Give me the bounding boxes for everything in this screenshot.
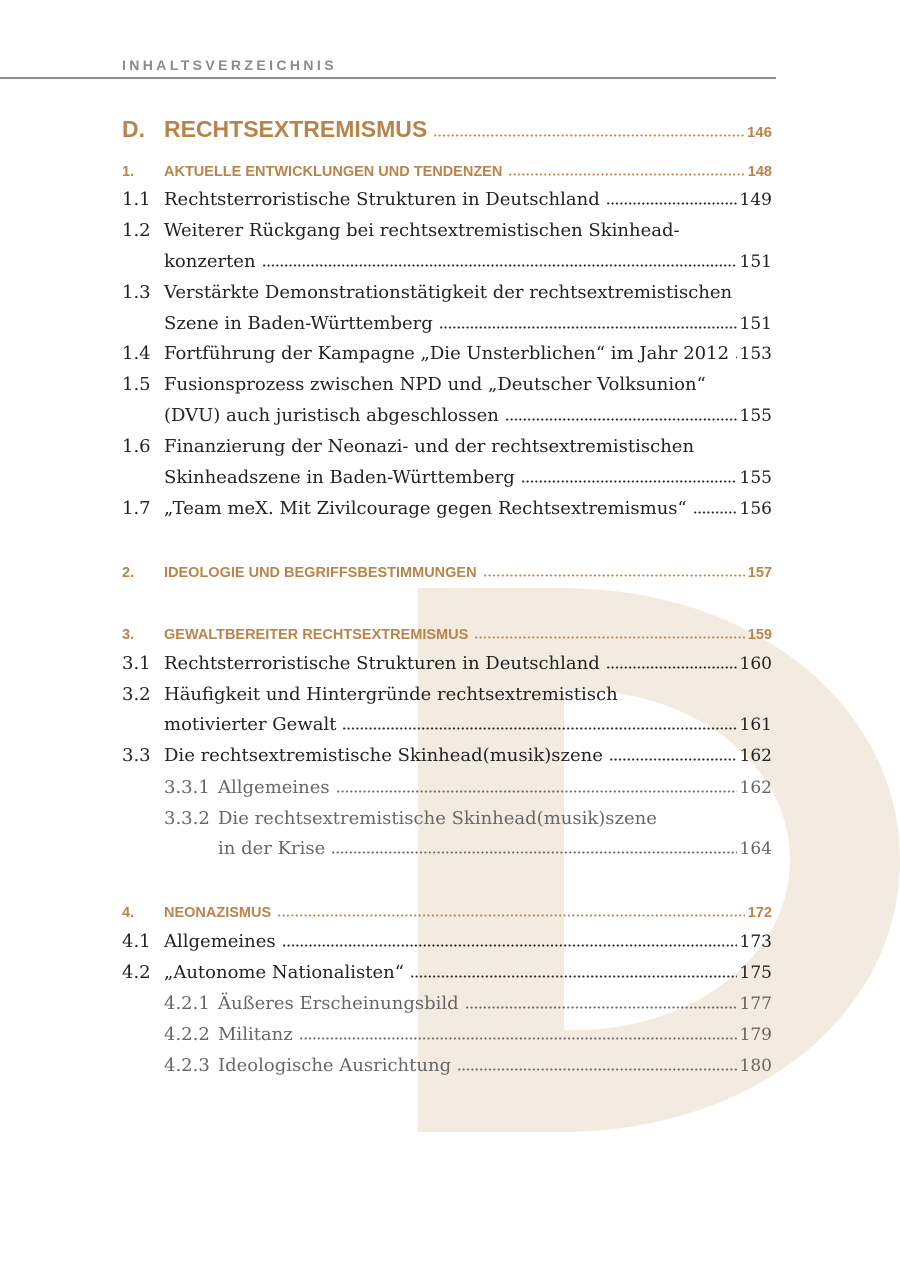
toc-entry <box>122 682 772 708</box>
toc-title: AKTUELLE ENTWICKLUNGEN UND TENDENZEN <box>164 164 503 180</box>
toc-entry <box>122 651 772 677</box>
toc-title: Die rechtsextremistische Skinhead(musik)szene <box>218 808 657 829</box>
dot-leader <box>606 202 737 205</box>
dot-leader <box>609 758 737 761</box>
toc-title: Häufigkeit und Hintergründe rechtsextremistisch <box>164 684 618 705</box>
dot-leader <box>331 851 736 854</box>
toc-number: 1.1 <box>122 189 151 210</box>
toc-subentry <box>122 836 772 862</box>
toc-number: 1.3 <box>122 282 151 303</box>
toc-page-number: 164 <box>739 839 772 859</box>
toc-entry <box>122 341 772 367</box>
toc-entry <box>122 218 772 244</box>
toc-subentry <box>122 775 772 801</box>
toc-number: 1. <box>122 164 135 180</box>
toc-page-number: 172 <box>747 905 772 921</box>
toc-number: 1.7 <box>122 498 151 519</box>
toc-title: konzerten <box>164 251 256 272</box>
toc-title: Szene in Baden-Württemberg <box>164 313 433 334</box>
dot-leader <box>439 326 737 329</box>
toc-entry <box>122 403 772 429</box>
dot-leader <box>505 418 737 421</box>
toc-page-number: 173 <box>739 932 772 952</box>
toc-number: 3.3 <box>122 745 151 766</box>
dot-leader <box>433 134 744 137</box>
toc-number: 3.1 <box>122 653 151 674</box>
toc-title: Finanzierung der Neonazi- und der rechtsextremistischen <box>164 436 695 457</box>
dot-leader <box>693 511 737 514</box>
toc-page-number: 160 <box>739 654 772 674</box>
toc-number: 3. <box>122 627 135 643</box>
dot-leader <box>457 1068 736 1071</box>
toc-title: Rechtsterroristische Strukturen in Deutschland <box>164 189 600 210</box>
toc-page-number: 155 <box>739 468 772 488</box>
toc-title: Rechtsterroristische Strukturen in Deutschland <box>164 653 600 674</box>
toc-chapter <box>122 558 772 584</box>
toc-number: 4. <box>122 905 135 921</box>
dot-leader <box>410 975 737 978</box>
toc-title: Ideologische Ausrichtung <box>218 1055 452 1076</box>
toc-chapter <box>122 116 772 146</box>
toc-subentry <box>122 1053 772 1079</box>
toc-number: 2. <box>122 565 135 581</box>
dot-leader <box>465 1006 737 1009</box>
toc-subentry <box>122 991 772 1017</box>
toc-page-number: 156 <box>739 499 772 519</box>
toc-title: „Team meX. Mit Zivilcourage gegen Rechtsextremismus“ <box>164 498 687 519</box>
dot-leader <box>336 790 737 793</box>
toc-title: motivierter Gewalt <box>164 714 337 735</box>
toc-number: 1.2 <box>122 220 151 241</box>
toc-number: 1.4 <box>122 343 151 364</box>
dot-leader <box>299 1037 737 1040</box>
dot-leader <box>606 666 737 669</box>
toc-entry <box>122 496 772 522</box>
toc-number: 3.3.2 <box>164 808 210 829</box>
dot-leader <box>508 173 744 176</box>
toc-number: 4.2.1 <box>164 993 210 1014</box>
toc-page-number: 146 <box>746 124 772 141</box>
toc-entry <box>122 280 772 306</box>
toc-entry <box>122 465 772 491</box>
dot-leader <box>735 356 737 359</box>
toc-page-number: 162 <box>739 778 772 798</box>
toc-page-number: 161 <box>739 715 772 735</box>
dot-leader <box>342 727 736 730</box>
toc-entry <box>122 960 772 986</box>
toc-number: 4.2 <box>122 962 151 983</box>
toc-title: Fortführung der Kampagne „Die Unsterblichen“ im Jahr 2012 <box>164 343 730 364</box>
toc-number: D. <box>122 116 145 142</box>
toc-entry <box>122 311 772 337</box>
dot-leader <box>277 914 745 917</box>
running-header: INHALTSVERZEICHNIS <box>122 57 337 73</box>
toc-chapter <box>122 898 772 924</box>
toc-page-number: 162 <box>739 746 772 766</box>
toc-title: Die rechtsextremistische Skinhead(musik)szene <box>164 745 603 766</box>
toc-title: in der Krise <box>218 838 326 859</box>
toc-entry <box>122 712 772 738</box>
toc-number: 4.2.3 <box>164 1055 210 1076</box>
toc-title: Fusionsprozess zwischen NPD und „Deutscher Volksunion“ <box>164 374 706 395</box>
toc-number: 3.2 <box>122 684 151 705</box>
toc-chapter <box>122 157 772 183</box>
toc-title: Skinheadszene in Baden-Württemberg <box>164 467 515 488</box>
toc-title: GEWALTBEREITER RECHTSEXTREMISMUS <box>164 627 469 643</box>
header-rule <box>0 77 776 79</box>
toc-title: Allgemeines <box>218 777 330 798</box>
toc-page-number: 155 <box>739 406 772 426</box>
toc-title: Verstärkte Demonstrationstätigkeit der rechtsextremistischen <box>164 282 733 303</box>
toc-title: Allgemeines <box>164 931 276 952</box>
toc-entry <box>122 372 772 398</box>
toc-title: Militanz <box>218 1024 293 1045</box>
toc-page-number: 151 <box>739 252 772 272</box>
dot-leader <box>282 944 737 947</box>
toc-number: 3.3.1 <box>164 777 210 798</box>
toc-number: 4.2.2 <box>164 1024 210 1045</box>
toc-title: NEONAZISMUS <box>164 905 272 921</box>
toc-chapter <box>122 620 772 646</box>
toc-entry <box>122 434 772 460</box>
toc-page-number: 159 <box>747 627 772 643</box>
toc-title: Weiterer Rückgang bei rechtsextremistischen Skinhead- <box>164 220 680 241</box>
toc-page-number: 180 <box>739 1056 772 1076</box>
toc-page-number: 148 <box>747 164 772 180</box>
toc-entry <box>122 743 772 769</box>
dot-leader <box>474 636 745 639</box>
toc-title: (DVU) auch juristisch abgeschlossen <box>164 405 499 426</box>
toc-number: 4.1 <box>122 931 151 952</box>
toc-title: „Autonome Nationalisten“ <box>164 962 404 983</box>
toc-entry <box>122 249 772 275</box>
dot-leader <box>483 574 745 577</box>
toc-entry <box>122 187 772 213</box>
toc-page-number: 151 <box>739 314 772 334</box>
toc-title: IDEOLOGIE UND BEGRIFFSBESTIMMUNGEN <box>164 565 477 581</box>
toc-page-number: 177 <box>739 994 772 1014</box>
toc-number: 1.6 <box>122 436 151 457</box>
toc-page-number: 149 <box>739 190 772 210</box>
toc-entry <box>122 929 772 955</box>
toc-subentry <box>122 1022 772 1048</box>
toc-title: RECHTSEXTREMISMUS <box>164 116 428 142</box>
toc-title: Äußeres Erscheinungsbild <box>218 993 459 1014</box>
dot-leader <box>262 264 737 267</box>
toc-subentry <box>122 806 772 832</box>
toc-page-number: 179 <box>739 1025 772 1045</box>
toc-page-number: 153 <box>739 344 772 364</box>
toc-page-number: 157 <box>747 565 772 581</box>
toc-number: 1.5 <box>122 374 151 395</box>
toc-page-number: 175 <box>739 963 772 983</box>
dot-leader <box>521 480 737 483</box>
